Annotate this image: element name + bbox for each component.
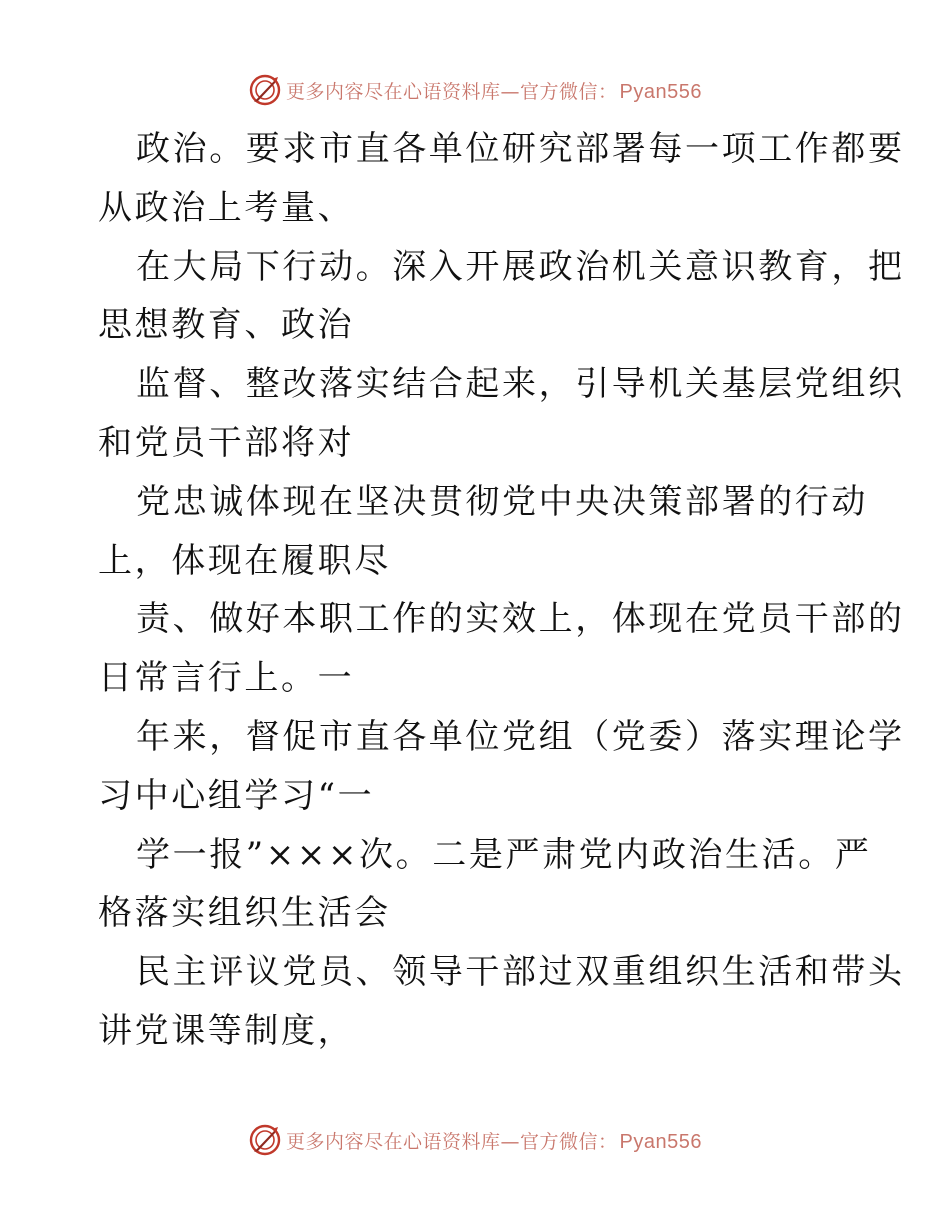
body-line: 讲党课等制度， xyxy=(98,1010,355,1051)
body-line: 在大局下行动。深入开展政治机关意识教育，把 xyxy=(136,246,905,287)
body-line: 党忠诚体现在坚决贯彻党中央决策部署的行动 xyxy=(136,481,868,522)
quill-logo-icon xyxy=(248,1123,282,1157)
quill-logo-icon xyxy=(248,73,282,107)
footer-banner xyxy=(0,1120,950,1160)
footer-dash: — xyxy=(500,1130,521,1153)
body-line: 年来，督促市直各单位党组（党委）落实理论学 xyxy=(136,716,905,757)
footer-text xyxy=(286,1127,702,1154)
body-line: 民主评议党员、领导干部过双重组织生活和带头 xyxy=(136,952,905,993)
body-line: 从政治上考量、 xyxy=(98,187,355,228)
body-line: 政治。要求市直各单位研究部署每一项工作都要 xyxy=(136,129,905,169)
body-line: 学一报”×××次。二是严肃党内政治生活。严 xyxy=(136,834,872,875)
header-wechat-id: Pyan556 xyxy=(619,80,702,103)
body-line: 思想教育、政治 xyxy=(98,305,355,346)
document-body xyxy=(98,120,905,1061)
footer-wechat-id: Pyan556 xyxy=(619,1130,702,1153)
body-line: 监督、整改落实结合起来，引导机关基层党组织 xyxy=(136,364,905,405)
header-text xyxy=(286,77,702,104)
footer-wechat-label: 官方微信： xyxy=(520,1130,618,1153)
header-wechat-label: 官方微信： xyxy=(520,80,618,103)
footer-slogan: 更多内容尽在心语资料库 xyxy=(286,1130,501,1153)
header-slogan: 更多内容尽在心语资料库 xyxy=(286,80,501,103)
body-line: 日常言行上。一 xyxy=(98,658,355,699)
body-line: 习中心组学习“一 xyxy=(98,775,375,816)
body-line: 和党员干部将对 xyxy=(98,422,355,463)
body-line: 格落实组织生活会 xyxy=(98,893,391,934)
body-line: 责、做好本职工作的实效上，体现在党员干部的 xyxy=(136,599,905,640)
body-line: 上，体现在履职尽 xyxy=(98,540,391,581)
header-banner xyxy=(0,70,950,110)
header-dash: — xyxy=(500,80,521,103)
